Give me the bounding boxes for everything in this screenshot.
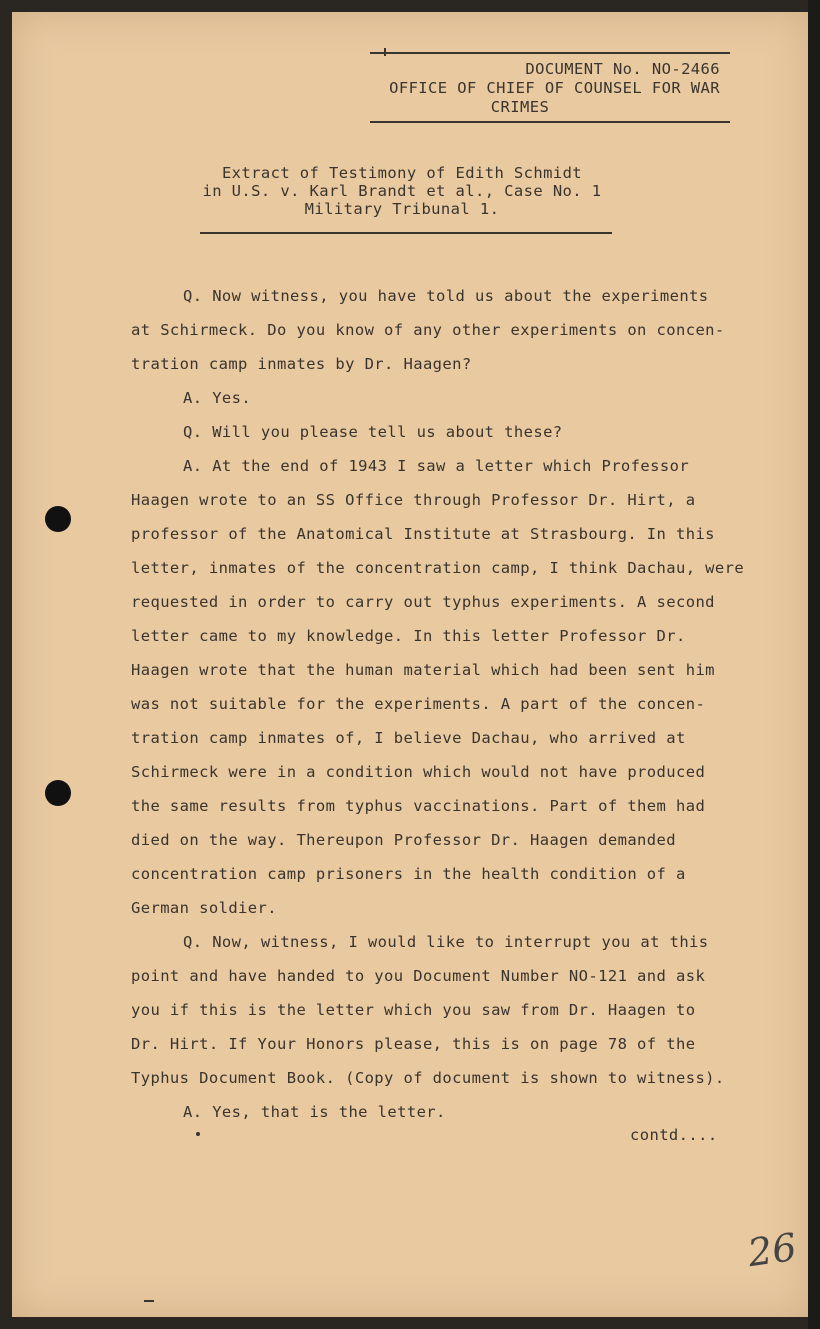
bottom-mark [144, 1300, 154, 1302]
title-line-2: in U.S. v. Karl Brandt et al., Case No. 1 [202, 182, 602, 200]
text-line: the same results from typhus vaccinations. Part of them had [131, 797, 706, 815]
header-top-rule [370, 52, 730, 54]
text-line: was not suitable for the experiments. A part of the concen- [131, 695, 706, 713]
title-line-3: Military Tribunal 1. [304, 200, 500, 218]
document-title [190, 164, 614, 218]
handwritten-page-number: 26 [745, 1224, 800, 1276]
text-line: Q. Now, witness, I would like to interrupt you at this [183, 933, 709, 951]
stray-mark [196, 1132, 200, 1136]
text-line: A. Yes. [183, 389, 252, 407]
text-line: Typhus Document Book. (Copy of document is shown to witness). [131, 1069, 725, 1087]
text-line: Dr. Hirt. If Your Honors please, this is on page 78 of the [131, 1035, 696, 1053]
crimes-line: CRIMES [490, 98, 550, 116]
punch-hole-top [45, 506, 71, 532]
header-bottom-rule [370, 121, 730, 123]
text-line: point and have handed to you Document Number NO-121 and ask [131, 967, 706, 985]
text-line: letter, inmates of the concentration camp, I think Dachau, were [131, 559, 745, 577]
text-line: Haagen wrote that the human material which had been sent him [131, 661, 715, 679]
text-line: professor of the Anatomical Institute at Strasbourg. In this [131, 525, 715, 543]
text-line: requested in order to carry out typhus experiments. A second [131, 593, 715, 611]
document-number: DOCUMENT No. NO-2466 [525, 60, 720, 78]
text-line: A. At the end of 1943 I saw a letter which Professor [183, 457, 690, 475]
text-line: concentration camp prisoners in the health condition of a [131, 865, 686, 883]
text-line: at Schirmeck. Do you know of any other experiments on concen- [131, 321, 725, 339]
continued-marker: contd.... [630, 1126, 718, 1144]
text-line: A. Yes, that is the letter. [183, 1103, 446, 1121]
text-line: letter came to my knowledge. In this letter Professor Dr. [131, 627, 686, 645]
text-line: Q. Will you please tell us about these? [183, 423, 563, 441]
text-line: died on the way. Thereupon Professor Dr. Haagen demanded [131, 831, 676, 849]
office-line: OFFICE OF CHIEF OF COUNSEL FOR WAR [389, 79, 720, 97]
text-line: tration camp inmates of, I believe Dachau, who arrived at [131, 729, 686, 747]
text-line: tration camp inmates by Dr. Haagen? [131, 355, 472, 373]
testimony-body [131, 279, 771, 1129]
text-line: German soldier. [131, 899, 277, 917]
punch-hole-bottom [45, 780, 71, 806]
text-line: Schirmeck were in a condition which would not have produced [131, 763, 706, 781]
text-line: Haagen wrote to an SS Office through Professor Dr. Hirt, a [131, 491, 696, 509]
document-header [370, 52, 730, 123]
title-line-1: Extract of Testimony of Edith Schmidt [221, 164, 583, 182]
text-line: you if this is the letter which you saw from Dr. Haagen to [131, 1001, 696, 1019]
scan-edge [808, 0, 820, 1329]
text-line: Q. Now witness, you have told us about the experiments [183, 287, 709, 305]
title-rule [200, 232, 612, 234]
